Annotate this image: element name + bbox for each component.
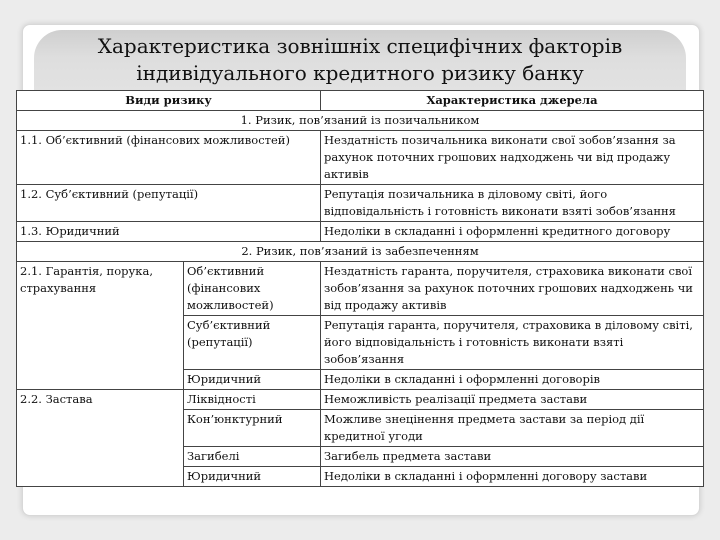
risk-subtype: Юридичний — [184, 370, 321, 390]
risk-characteristic: Недоліки в складанні і оформленні договорів — [321, 370, 704, 390]
risk-type: 1.3. Юридичний — [17, 222, 321, 242]
title-line-1: Характеристика зовнішніх специфічних факторів — [97, 34, 623, 58]
risk-characteristic: Можливе знецінення предмета застави за період дії кредитної угоди — [321, 410, 704, 447]
risk-group: 2.1. Гарантія, порука, страхування — [17, 262, 184, 390]
risk-characteristic: Репутація гаранта, поручителя, страховика в діловому світі, його відповідальність і готовність виконати взяті зобов’язання — [321, 316, 704, 370]
risk-characteristic: Недоліки в складанні і оформленні кредитного договору — [321, 222, 704, 242]
risk-factors-table — [16, 90, 704, 487]
risk-type: 1.2. Суб’єктивний (репутації) — [17, 185, 321, 222]
risk-characteristic: Загибель предмета застави — [321, 447, 704, 467]
header-characteristic: Характеристика джерела — [321, 91, 704, 111]
table-row — [17, 131, 704, 185]
risk-type: 1.1. Об’єктивний (фінансових можливостей) — [17, 131, 321, 185]
header-row — [17, 91, 704, 111]
table-row — [17, 222, 704, 242]
risk-subtype: Загибелі — [184, 447, 321, 467]
risk-subtype: Кон’юнктурний — [184, 410, 321, 447]
risk-subtype: Об’єктивний (фінансових можливостей) — [184, 262, 321, 316]
risk-characteristic: Неможливість реалізації предмета застави — [321, 390, 704, 410]
risk-subtype: Ліквідності — [184, 390, 321, 410]
risk-subtype: Юридичний — [184, 467, 321, 487]
risk-subtype: Суб’єктивний (репутації) — [184, 316, 321, 370]
risk-characteristic: Нездатність гаранта, поручителя, страховика виконати свої зобов’язання за рахунок поточних грошових надходжень чи від продажу активів — [321, 262, 704, 316]
risk-characteristic: Репутація позичальника в діловому світі, його відповідальність і готовність виконати взяті зобов’язання — [321, 185, 704, 222]
section-row — [17, 111, 704, 131]
risk-group: 2.2. Застава — [17, 390, 184, 487]
section-row — [17, 242, 704, 262]
section-title: 1. Ризик, пов’язаний із позичальником — [17, 111, 704, 131]
section-title: 2. Ризик, пов’язаний із забезпеченням — [17, 242, 704, 262]
header-types: Види ризику — [17, 91, 321, 111]
table-row — [17, 262, 704, 316]
risk-characteristic: Недоліки в складанні і оформленні договору застави — [321, 467, 704, 487]
title-line-2: індивідуального кредитного ризику банку — [136, 61, 584, 85]
risk-characteristic: Нездатність позичальника виконати свої зобов’язання за рахунок поточних грошових надходжень чи від продажу активів — [321, 131, 704, 185]
table-row — [17, 390, 704, 410]
slide-title — [34, 33, 686, 87]
table-row — [17, 185, 704, 222]
